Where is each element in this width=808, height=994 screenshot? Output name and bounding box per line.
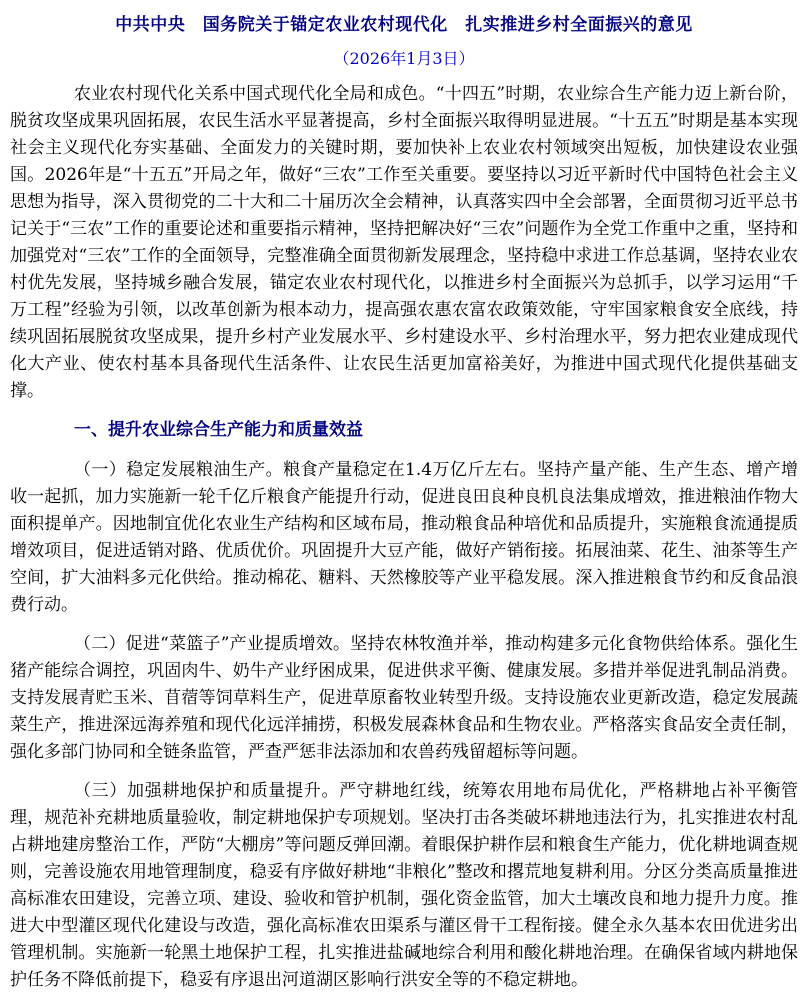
section-1-paragraph-1: （一）稳定发展粮油生产。粮食产量稳定在1.4万亿斤左右。坚持产量产能、生产生态、增产增收一起抓，加力实施新一轮千亿斤粮食产能提升行动，促进良田良种良机良法集成增效，推进粮油作物大面积提单产。因地制宜优化农业生产结构和区域布局，推动粮食品种培优和品质提升，实施粮食流通提质增效项目，促进适销对路、优质优价。巩固提升大豆产能，做好产销衔接。拓展油菜、花生、油茶等生产空间，扩大油料多元化供给。推动棉花、糖料、天然橡胶等产业平稳发展。深入推进粮食节约和反食品浪费行动。: [10, 460, 798, 615]
section-1-paragraph-3: （三）加强耕地保护和质量提升。严守耕地红线，统筹农用地布局优化，严格耕地占补平衡管理，规范补充耕地质量验收，制定耕地保护专项规划。坚决打击各类破坏耕地违法行为，扎实推进农村乱占耕地建房整治工作，严防“大棚房”等问题反弹回潮。着眼保护耕作层和粮食生产能力，优化耕地调查规则，完善设施农用地管理制度，稳妥有序做好耕地“非粮化”整改和撂荒地复耕利用。分区分类高质量推进高标准农田建设，完善立项、建设、验收和管护机制，强化资金监管，加大土壤改良和地力提升力度。推进大中型灌区现代化建设与改造，强化高标准农田渠系与灌区骨干工程衔接。健全永久基本农田优进劣出管理机制。实施新一轮黑土地保护工程，扎实推进盐碱地综合利用和酸化耕地治理。在确保省域内耕地保护任务不降低前提下，稳妥有序退出河道湖区影响行洪安全等的不稳定耕地。: [10, 781, 798, 990]
document-title: 中共中央 国务院关于锚定农业农村现代化 扎实推进乡村全面振兴的意见: [115, 15, 693, 35]
document-date-line: （2026年1月3日）: [333, 49, 475, 68]
section-1-paragraph-2: （二）促进“菜篮子”产业提质增效。坚持农林牧渔并举，推动构建多元化食物供给体系。强化生猪产能综合调控，巩固肉牛、奶牛产业纾困成果，促进供求平衡、健康发展。多措并举促进乳制品消费。支持发展青贮玉米、苜蓿等饲草料生产，促进草原畜牧业转型升级。支持设施农业更新改造，稳定发展蔬菜生产，推进深远海养殖和现代化远洋捕捞，积极发展森林食品和生物农业。严格落实食品安全责任制，强化多部门协同和全链条监管，严查严惩非法添加和农兽药残留超标等问题。: [10, 634, 798, 762]
intro-paragraph: 农业农村现代化关系中国式现代化全局和成色。“十四五”时期，农业综合生产能力迈上新台阶，脱贫攻坚成果巩固拓展，农民生活水平显著提高，乡村全面振兴取得明显进展。“十五五”时期是基本实现社会主义现代化夯实基础、全面发力的关键时期，要加快补上农业农村领域突出短板，加快建设农业强国。2026年是“十五五”开局之年，做好“三农”工作至关重要。要坚持以习近平新时代中国特色社会主义思想为指导，深入贯彻党的二十大和二十届历次全会精神，认真落实四中全会部署，全面贯彻习近平总书记关于“三农”工作的重要论述和重要指示精神，坚持把解决好“三农”问题作为全党工作重中之重，坚持和加强党对“三农”工作的全面领导，完整准确全面贯彻新发展理念，坚持稳中求进工作总基调，坚持农业农村优先发展，坚持城乡融合发展，锚定农业农村现代化，以推进乡村全面振兴为总抓手，以学习运用“千万工程”经验为引领，以改革创新为根本动力，提高强农惠农富农政策效能，守牢国家粮食安全底线，持续巩固拓展脱贫攻坚成果，提升乡村产业发展水平、乡村建设水平、乡村治理水平，努力把农业建成现代化大产业、使农村基本具备现代生活条件、让农民生活更加富裕美好，为推进中国式现代化提供基础支撑。: [10, 84, 798, 401]
section-1-heading: 一、提升农业综合生产能力和质量效益: [74, 420, 363, 440]
